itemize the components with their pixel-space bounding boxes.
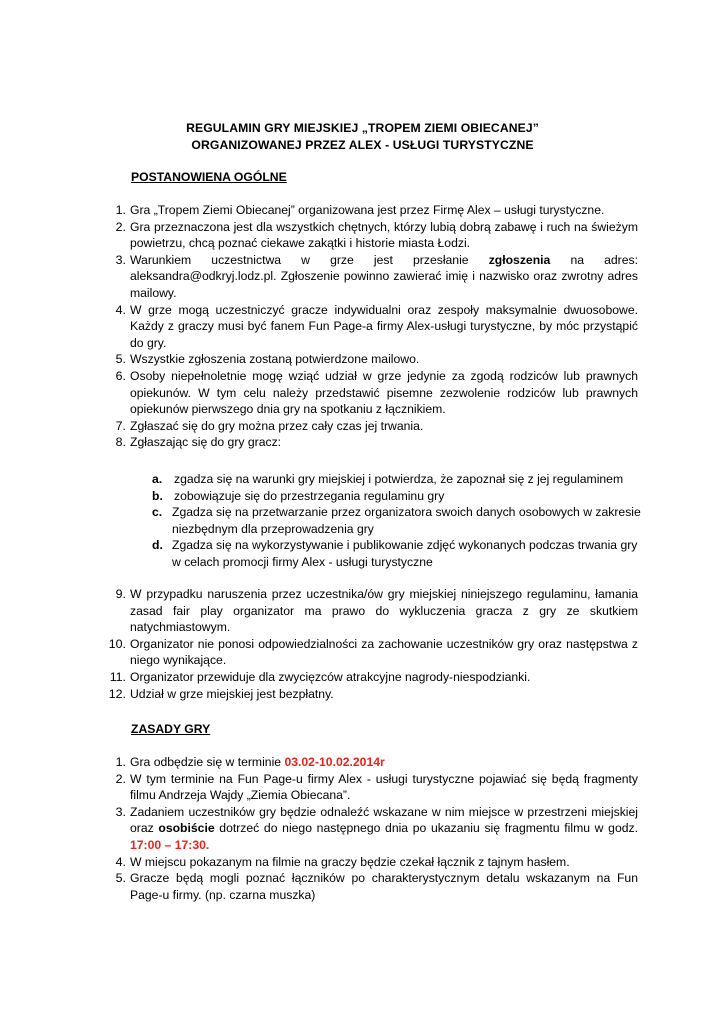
general-rules-list-continued [104,586,638,702]
list-item: 1. Gra „Tropem Ziemi Obiecanej” organizowana jest przez Firmę Alex – usługi turystyczne. [115,203,605,217]
list-item: a. zgadza się na warunki gry miejskiej i potwierdza, że zapoznał się z jej regulaminem [152,472,624,486]
section-heading-general: POSTANOWIENA OGÓLNE [131,170,287,184]
list-item: 7. Zgłaszać się do gry można przez cały czas jej trwania. [115,418,424,433]
list-item: 6. Osoby niepełnoletnie mogę wziąć udział w grze jedynie za zgodą rodziców lub prawnych opiekunów. W tym celu należy przedstawić pisemne zezwolenie rodziców lub prawnych opiekunów pierwszego dnia gry na spotkaniu z łącznikiem. [115,368,638,417]
game-rules-list [104,754,638,903]
list-item: 2. W tym terminie na Fun Page-u firmy Alex - usługi turystyczne pojawiać się będą fragmenty filmu Andrzeja Wajdy „Ziemia Obiecana”. [115,771,638,803]
list-item: b. zobowiązuje się do przestrzegania regulaminu gry [152,488,445,503]
section-heading-game-rules: ZASADY GRY [131,722,211,736]
list-item: d. Zgadza się na wykorzystywanie i publikowanie zdjęć wykonanych podczas trwania gry w celach promocji firmy Alex - usługi turystyczne [152,538,638,569]
game-time-range: 17:00 – 17:30. [130,837,210,852]
list-item: 1. Gra odbędzie się w terminie 03.02-10.02.2014r [115,755,385,769]
list-item: 3. Warunkiem uczestnictwa w grze jest przesłanie zgłoszenia na adres: aleksandra@odkryj.lodz.pl. Zgłoszenie powinno zawierać imię i nazwisko oraz zwrotny adres mailowy. [115,252,638,300]
list-item: 2. Gra przeznaczona jest dla wszystkich chętnych, którzy lubią dobrą zabawę i ruch na świeżym powietrzu, chcą poznać ciekawe zakątki i historie miasta Łodzi. [115,219,638,251]
list-item: 4. W miejscu pokazanym na filmie na graczy będzie czekał łącznik z tajnym hasłem. [115,854,570,869]
list-item: 4. W grze mogą uczestniczyć gracze indywidualni oraz zespoły maksymalnie dwuosobowe. Każdy z graczy musi być fanem Fun Page-a firmy Alex-usługi turystyczne, by móc przystąpić do gry. [115,302,638,350]
list-item: 12. Udział w grze miejskiej jest bezpłatny. [108,686,334,701]
list-item: 8. Zgłaszając się do gry gracz: [115,435,282,450]
list-item: 11. Organizator przewiduje dla zwycięzców atrakcyjne nagrody-niespodzianki. [109,669,531,684]
list-item: c. Zgadza się na przetwarzanie przez organizatora swoich danych osobowych w zakresie niezbędnym dla przeprowadzenia gry [152,505,641,536]
list-item: 5. Wszystkie zgłoszenia zostaną potwierdzone mailowo. [115,352,420,367]
document-title-line-1: REGULAMIN GRY MIEJSKIEJ „TROPEM ZIEMI OBIECANEJ” [186,121,539,135]
player-consent-list [152,471,642,571]
general-rules-list [104,202,638,451]
list-item: 5. Gracze będą mogli poznać łączników po charakterystycznym detalu wskazanym na Fun Page-u firmy. (np. czarna muszka) [115,871,638,902]
list-item: 3. Zadaniem uczestników gry będzie odnaleźć wskazane w nim miejsce w przestrzeni miejskiej oraz osobiście dotrzeć do niego następnego dnia po ukazaniu się fragmentu filmu w godz. 17:00 – 17:30. [115,804,638,852]
document-title-line-2: ORGANIZOWANEJ PRZEZ ALEX - USŁUGI TURYSTYCZNE [191,138,534,152]
list-item: 10. Organizator nie ponosi odpowiedzialności za zachowanie uczestników gry oraz następstwa z niego wynikające. [108,636,638,668]
list-item: 9. W przypadku naruszenia przez uczestnika/ów gry miejskiej niniejszego regulaminu, łamania zasad fair play organizator ma prawo do wykluczenia gracza z gry ze skutkiem natychmiastowym. [115,587,638,635]
game-date-range: 03.02-10.02.2014r [284,755,385,769]
